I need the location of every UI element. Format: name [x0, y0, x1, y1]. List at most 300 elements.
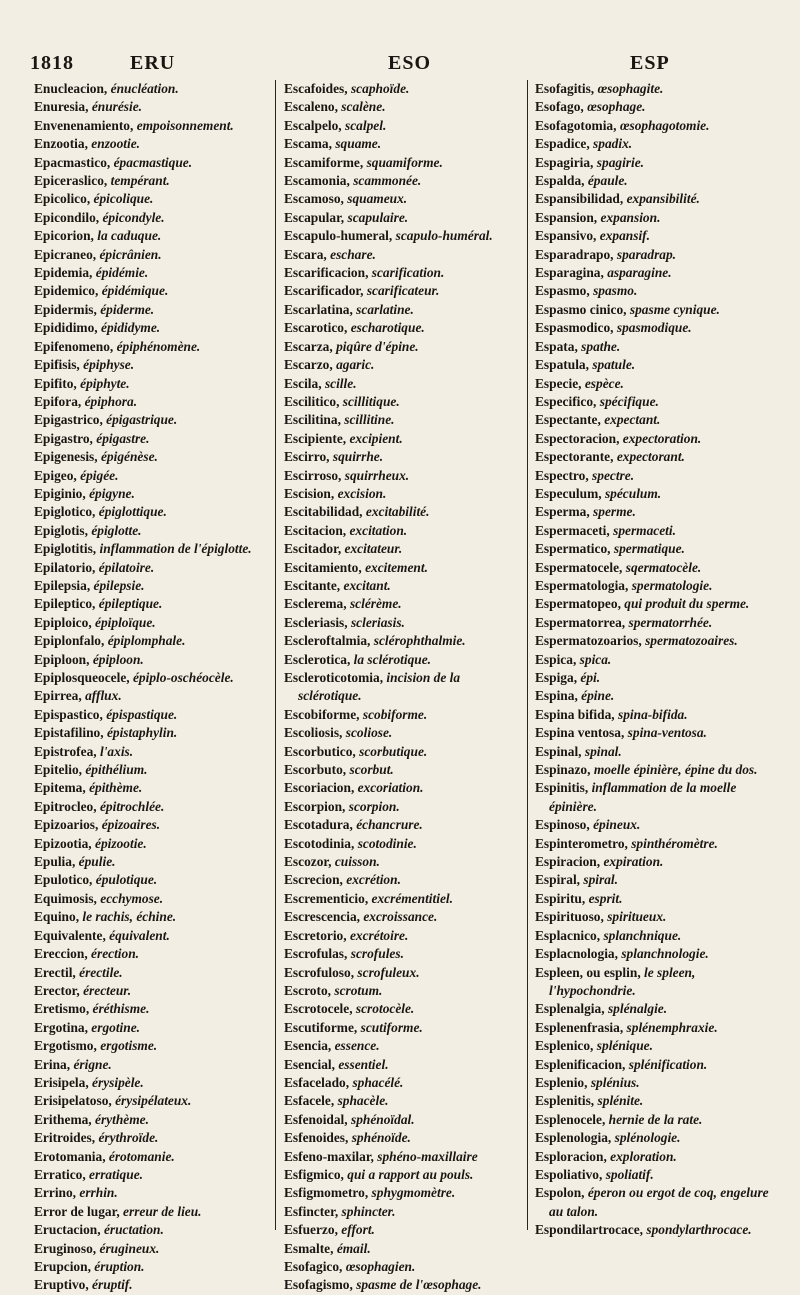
entry-headword: Escroto, — [284, 982, 331, 998]
dictionary-entry — [34, 540, 269, 558]
entry-headword: Espiga, — [535, 670, 578, 685]
entry-headword: Espinal, — [535, 743, 582, 759]
guide-word-left: ERU — [130, 52, 176, 74]
entry-translation: inflammation de la moelle épinière. — [549, 780, 737, 814]
dictionary-entry — [535, 338, 773, 356]
entry-headword: Epidemico, — [34, 283, 99, 299]
entry-translation: afflux. — [85, 688, 122, 704]
entry-translation: squame. — [335, 136, 382, 152]
entry-translation: splénique. — [596, 1038, 653, 1054]
entry-headword: Espica, — [535, 651, 577, 667]
entry-translation: scaphoïde. — [350, 81, 410, 96]
dictionary-entry — [535, 687, 773, 705]
entry-headword: Espondilartrocace, — [535, 1222, 643, 1238]
entry-translation: épigée. — [80, 467, 119, 483]
entry-headword: Escirroso, — [284, 467, 342, 483]
entry-headword: Esplenificacion, — [535, 1056, 626, 1072]
dictionary-entry — [34, 264, 269, 282]
entry-headword: Espalda, — [535, 173, 585, 189]
dictionary-entry — [34, 908, 269, 926]
entry-translation: expansibilité. — [626, 191, 700, 207]
dictionary-entry — [284, 1037, 520, 1055]
entry-headword: Espectorante, — [535, 449, 614, 465]
dictionary-entry — [535, 577, 773, 595]
entry-translation: la sclérotique. — [353, 651, 432, 667]
entry-translation: sphénoïdal. — [350, 1111, 415, 1127]
dictionary-entry — [34, 117, 269, 135]
dictionary-entry — [535, 890, 773, 908]
entry-headword: Esclerotica, — [284, 651, 351, 667]
entry-headword: Esfenoidal, — [284, 1111, 348, 1127]
dictionary-entry — [34, 154, 269, 172]
entry-translation: splénalgie. — [607, 1001, 668, 1017]
dictionary-entry — [284, 338, 520, 356]
dictionary-entry — [34, 1092, 269, 1110]
entry-headword: Escarzo, — [284, 357, 333, 373]
dictionary-entry — [535, 853, 773, 871]
entry-headword: Erupcion, — [34, 1259, 91, 1274]
dictionary-entry — [284, 1056, 520, 1074]
entry-headword: Especie, — [535, 375, 582, 391]
dictionary-entry — [535, 964, 773, 1001]
entry-headword: Escalpelo, — [284, 117, 342, 133]
entry-translation: épiploïque. — [95, 614, 156, 630]
dictionary-entry — [34, 871, 269, 889]
entry-headword: Epilepsia, — [34, 577, 91, 593]
entry-headword: Eruginoso, — [34, 1240, 97, 1256]
entry-translation: épulie. — [78, 854, 116, 870]
entry-translation: scalène. — [341, 99, 386, 115]
entry-translation: excrémentitiel. — [371, 890, 453, 906]
entry-headword: Esclerema, — [284, 596, 347, 612]
dictionary-entry — [34, 761, 269, 779]
entry-translation: moelle épinière, épine du dos. — [593, 762, 758, 778]
dictionary-entry — [34, 80, 269, 98]
entry-translation: œsophagien. — [345, 1259, 416, 1274]
dictionary-entry — [284, 540, 520, 558]
entry-headword: Esofagico, — [284, 1259, 343, 1274]
entry-headword: Erithema, — [34, 1111, 92, 1127]
dictionary-entry — [284, 724, 520, 742]
entry-headword: Escapular, — [284, 209, 345, 225]
dictionary-entry — [535, 1037, 773, 1055]
entry-translation: échancrure. — [356, 817, 423, 833]
entry-translation: splénite. — [597, 1093, 644, 1109]
entry-translation: érectile. — [79, 964, 123, 980]
entry-headword: Escitacion, — [284, 522, 347, 538]
entry-headword: Epifito, — [34, 375, 77, 391]
entry-translation: énucléation. — [110, 81, 179, 96]
dictionary-entry — [284, 1129, 520, 1147]
entry-headword: Erectil, — [34, 964, 76, 980]
entry-headword: Errino, — [34, 1185, 77, 1201]
entry-translation: épiglotte. — [91, 522, 142, 538]
entry-translation: épiphénomène. — [116, 338, 201, 354]
entry-translation: ecchymose. — [100, 890, 164, 906]
dictionary-entry — [535, 1092, 773, 1110]
entry-headword: Epitrocleo, — [34, 798, 97, 814]
dictionary-entry — [34, 1037, 269, 1055]
entry-translation: sphacèle. — [337, 1093, 389, 1109]
entry-headword: Escoriacion, — [284, 780, 355, 796]
entry-translation: épispastique. — [106, 706, 178, 722]
dictionary-entry — [34, 485, 269, 503]
dictionary-entry — [284, 945, 520, 963]
entry-headword: Epicondilo, — [34, 209, 100, 225]
entry-headword: Esfenoides, — [284, 1130, 349, 1146]
entry-translation: épiphyse. — [83, 357, 135, 373]
dictionary-entry — [535, 448, 773, 466]
entry-translation: épigastre. — [96, 430, 150, 446]
dictionary-entry — [284, 319, 520, 337]
dictionary-entry — [284, 1111, 520, 1129]
entry-translation: épiphora. — [84, 393, 138, 409]
entry-translation: épicolique. — [93, 191, 154, 207]
entry-translation: excrétoire. — [349, 927, 409, 943]
entry-translation: espèce. — [584, 375, 624, 391]
dictionary-entry — [284, 1203, 520, 1221]
entry-headword: Escotadura, — [284, 817, 353, 833]
dictionary-entry — [284, 190, 520, 208]
entry-translation: excrétion. — [346, 872, 401, 888]
entry-headword: Epidemia, — [34, 265, 93, 281]
entry-translation: incision de la sclérotique. — [298, 670, 461, 704]
entry-translation: épiphyte. — [80, 375, 130, 391]
dictionary-entry — [535, 1111, 773, 1129]
entry-translation: qui produit du sperme. — [624, 596, 750, 612]
entry-translation: spasme de l'œsophage. — [356, 1277, 482, 1293]
column-3 — [535, 80, 773, 1240]
entry-translation: œsophage. — [587, 99, 646, 115]
dictionary-entry — [34, 632, 269, 650]
entry-headword: Enzootia, — [34, 136, 88, 152]
entry-headword: Esplacnico, — [535, 927, 601, 943]
entry-headword: Esfuerzo, — [284, 1222, 338, 1238]
entry-translation: sphacélé. — [352, 1074, 404, 1090]
entry-headword: Esplenalgia, — [535, 1001, 605, 1017]
entry-translation: épi. — [580, 670, 601, 685]
entry-headword: Epigastrico, — [34, 412, 103, 428]
dictionary-entry — [284, 651, 520, 669]
dictionary-entry — [535, 467, 773, 485]
entry-translation: éperon ou ergot de coq, engelure au talon. — [549, 1185, 769, 1219]
entry-translation: sphygmomètre. — [371, 1185, 456, 1201]
entry-headword: Escarificacion, — [284, 265, 369, 281]
dictionary-entry — [34, 945, 269, 963]
dictionary-entry — [284, 559, 520, 577]
entry-headword: Erisipelatoso, — [34, 1093, 112, 1109]
entry-translation: empoisonnement. — [136, 117, 234, 133]
entry-translation: spermatozoaires. — [645, 633, 738, 649]
entry-headword: Escila, — [284, 375, 322, 391]
entry-translation: spiritueux. — [607, 909, 667, 925]
dictionary-entry — [34, 1240, 269, 1258]
entry-headword: Epigastro, — [34, 430, 93, 446]
dictionary-entry — [34, 669, 269, 687]
entry-translation: expectoration. — [622, 430, 702, 446]
dictionary-entry — [34, 375, 269, 393]
entry-headword: Escarificador, — [284, 283, 364, 299]
entry-translation: eschare. — [330, 246, 376, 262]
dictionary-entry — [284, 577, 520, 595]
entry-translation: splénemphraxie. — [626, 1019, 718, 1035]
entry-translation: squamiforme. — [366, 154, 443, 170]
entry-headword: Espansion, — [535, 209, 598, 225]
entry-translation: splanchnique. — [603, 927, 682, 943]
dictionary-entry — [34, 964, 269, 982]
entry-headword: Epiplonfalo, — [34, 633, 105, 649]
entry-translation: épithème. — [89, 780, 143, 796]
column-divider — [527, 80, 528, 1230]
dictionary-entry — [535, 1056, 773, 1074]
entry-headword: Escamiforme, — [284, 154, 364, 170]
entry-headword: Escleroftalmia, — [284, 633, 371, 649]
entry-translation: spathe. — [581, 338, 621, 354]
dictionary-entry — [535, 117, 773, 135]
entry-translation: spasmo. — [593, 283, 638, 299]
entry-translation: érotomanie. — [108, 1148, 175, 1164]
entry-translation: épiploon. — [92, 651, 144, 667]
entry-translation: hernie de la rate. — [608, 1111, 703, 1127]
entry-translation: piqûre d'épine. — [336, 338, 419, 354]
dictionary-entry — [535, 927, 773, 945]
entry-headword: Escrofulas, — [284, 946, 348, 962]
dictionary-entry — [284, 375, 520, 393]
dictionary-entry — [284, 632, 520, 650]
entry-headword: Escitador, — [284, 541, 342, 557]
entry-translation: sqermatocèle. — [625, 559, 702, 575]
entry-translation: scleriasis. — [350, 614, 405, 630]
dictionary-entry — [535, 1148, 773, 1166]
dictionary-entry — [34, 853, 269, 871]
dictionary-entry — [535, 227, 773, 245]
entry-translation: œsophagite. — [597, 81, 664, 96]
dictionary-entry — [284, 209, 520, 227]
dictionary-entry — [284, 871, 520, 889]
entry-headword: Equino, — [34, 909, 80, 925]
dictionary-entry — [284, 982, 520, 1000]
entry-headword: Escorbuto, — [284, 762, 347, 778]
entry-translation: scorbut. — [349, 762, 394, 778]
entry-translation: scammonée. — [353, 173, 422, 189]
entry-headword: Espiracion, — [535, 854, 601, 870]
entry-translation: érigne. — [73, 1056, 112, 1072]
entry-translation: érysipèle. — [92, 1074, 144, 1090]
entry-translation: spica. — [579, 651, 612, 667]
dictionary-entry — [34, 467, 269, 485]
entry-translation: excitabilité. — [365, 504, 430, 520]
entry-translation: spectre. — [592, 467, 635, 483]
entry-translation: scalpel. — [345, 117, 387, 133]
entry-headword: Erisipela, — [34, 1074, 89, 1090]
entry-translation: le rachis, échine. — [82, 909, 177, 925]
entry-translation: splanchnologie. — [621, 946, 709, 962]
entry-headword: Espiral, — [535, 872, 581, 888]
entry-translation: énurésie. — [91, 99, 143, 115]
dictionary-entry — [535, 301, 773, 319]
entry-headword: Esciliticо, — [284, 393, 340, 409]
entry-translation: œsophagotomie. — [619, 117, 710, 133]
entry-headword: Espansivo, — [535, 228, 597, 244]
entry-headword: Esencial, — [284, 1056, 335, 1072]
dictionary-entry — [535, 485, 773, 503]
entry-headword: Espleen, ou esplin, — [535, 964, 641, 980]
entry-headword: Esplenenfrasia, — [535, 1019, 624, 1035]
entry-headword: Epigeo, — [34, 467, 77, 483]
entry-headword: Epicraneo, — [34, 246, 97, 262]
entry-translation: scutiforme. — [360, 1019, 423, 1035]
entry-headword: Escrementicio, — [284, 890, 369, 906]
entry-headword: Esplenitis, — [535, 1093, 595, 1109]
entry-headword: Epistafilino, — [34, 725, 104, 741]
dictionary-entry — [34, 1148, 269, 1166]
entry-headword: Escapulo-humeral, — [284, 228, 393, 244]
entry-translation: éréthisme. — [92, 1001, 150, 1017]
entry-headword: Epispastico, — [34, 706, 103, 722]
entry-headword: Epiceraslico, — [34, 173, 108, 189]
entry-translation: sperme. — [593, 504, 636, 520]
dictionary-entry — [535, 375, 773, 393]
dictionary-entry — [535, 522, 773, 540]
dictionary-entry — [34, 246, 269, 264]
entry-translation: essence. — [334, 1038, 380, 1054]
dictionary-entry — [34, 706, 269, 724]
entry-translation: expectorant. — [616, 449, 685, 465]
dictionary-entry — [535, 816, 773, 834]
entry-headword: Esplenologia, — [535, 1130, 612, 1146]
entry-headword: Espasmodico, — [535, 320, 614, 336]
entry-headword: Esfigmico, — [284, 1166, 344, 1182]
dictionary-entry — [535, 871, 773, 889]
entry-translation: squirrheux. — [344, 467, 410, 483]
entry-translation: épiderme. — [100, 301, 155, 317]
entry-headword: Escobiforme, — [284, 706, 360, 722]
dictionary-entry — [34, 614, 269, 632]
entry-translation: scorbutique. — [359, 743, 428, 759]
dictionary-entry — [34, 411, 269, 429]
entry-headword: Eretismo, — [34, 1001, 90, 1017]
entry-translation: cuisson. — [334, 854, 380, 870]
entry-translation: squameux. — [347, 191, 408, 207]
dictionary-entry — [284, 80, 520, 98]
entry-headword: Epilatorio, — [34, 559, 96, 575]
dictionary-entry — [284, 669, 520, 706]
dictionary-entry — [284, 1000, 520, 1018]
entry-headword: Escipiente, — [284, 430, 347, 446]
dictionary-entry — [34, 724, 269, 742]
entry-headword: Esfacele, — [284, 1093, 335, 1109]
entry-translation: scrofuleux. — [357, 964, 420, 980]
entry-headword: Escozor, — [284, 854, 332, 870]
column-2 — [284, 80, 520, 1295]
entry-translation: épaule. — [587, 173, 628, 189]
entry-translation: scarification. — [371, 265, 445, 281]
entry-headword: Escleroticotomia, — [284, 670, 384, 685]
dictionary-entry — [34, 172, 269, 190]
entry-headword: Esfincter, — [284, 1203, 339, 1219]
entry-headword: Espinitis, — [535, 780, 589, 796]
dictionary-entry — [34, 301, 269, 319]
entry-headword: Escama, — [284, 136, 332, 152]
entry-translation: épigastrique. — [106, 412, 178, 428]
dictionary-entry — [535, 282, 773, 300]
entry-headword: Epiplosqueocele, — [34, 670, 130, 685]
entry-translation: spina-ventosa. — [627, 725, 707, 741]
entry-translation: épiplomphale. — [107, 633, 186, 649]
entry-translation: squirrhe. — [332, 449, 384, 465]
dictionary-entry — [34, 1000, 269, 1018]
entry-translation: essentiel. — [338, 1056, 389, 1072]
dictionary-entry — [535, 411, 773, 429]
entry-headword: Esploracion, — [535, 1148, 607, 1164]
dictionary-entry — [34, 890, 269, 908]
dictionary-entry — [284, 761, 520, 779]
entry-headword: Espina, — [535, 688, 578, 704]
entry-translation: érythème. — [95, 1111, 149, 1127]
entry-translation: splénius. — [590, 1074, 640, 1090]
dictionary-entry — [34, 98, 269, 116]
dictionary-entry — [535, 503, 773, 521]
dictionary-entry — [34, 1184, 269, 1202]
entry-translation: excipient. — [349, 430, 403, 446]
dictionary-entry — [34, 743, 269, 761]
dictionary-entry — [34, 1129, 269, 1147]
dictionary-entry — [34, 559, 269, 577]
dictionary-entry — [34, 577, 269, 595]
dictionary-entry — [284, 264, 520, 282]
entry-headword: Epitelio, — [34, 762, 82, 778]
entry-headword: Espolon, — [535, 1185, 585, 1201]
entry-translation: spinthéromètre. — [631, 835, 718, 851]
entry-translation: épithélium. — [85, 762, 148, 778]
entry-headword: Escitante, — [284, 577, 341, 593]
entry-translation: scillitique. — [342, 393, 400, 409]
entry-translation: sclérophthalmie. — [373, 633, 466, 649]
dictionary-entry — [535, 190, 773, 208]
dictionary-entry — [535, 356, 773, 374]
dictionary-entry — [284, 1019, 520, 1037]
entry-headword: Espectro, — [535, 467, 589, 483]
entry-headword: Espermatocele, — [535, 559, 623, 575]
dictionary-entry — [34, 393, 269, 411]
dictionary-entry — [284, 393, 520, 411]
dictionary-entry — [34, 338, 269, 356]
dictionary-entry — [284, 595, 520, 613]
entry-headword: Envenenamiento, — [34, 117, 134, 133]
entry-translation: sparadrap. — [616, 246, 677, 262]
entry-translation: esprit. — [588, 890, 623, 906]
entry-headword: Escirro, — [284, 449, 330, 465]
entry-translation: spoliatif. — [605, 1166, 654, 1182]
dictionary-entry — [284, 890, 520, 908]
entry-translation: errhin. — [79, 1185, 118, 1201]
entry-translation: excitation. — [349, 522, 408, 538]
entry-headword: Epifisis, — [34, 357, 80, 373]
entry-headword: Epiglotitis, — [34, 541, 97, 557]
dictionary-entry — [535, 595, 773, 613]
entry-translation: scobiforme. — [362, 706, 428, 722]
dictionary-entry — [284, 1092, 520, 1110]
dictionary-entry — [34, 1276, 269, 1294]
dictionary-entry — [535, 908, 773, 926]
entry-translation: spermatorrhée. — [628, 614, 713, 630]
entry-headword: Erina, — [34, 1056, 71, 1072]
entry-headword: Epifora, — [34, 393, 82, 409]
entry-translation: excitant. — [343, 577, 391, 593]
entry-headword: Epiploico, — [34, 614, 92, 630]
dictionary-entry — [284, 743, 520, 761]
entry-translation: scapulaire. — [347, 209, 409, 225]
